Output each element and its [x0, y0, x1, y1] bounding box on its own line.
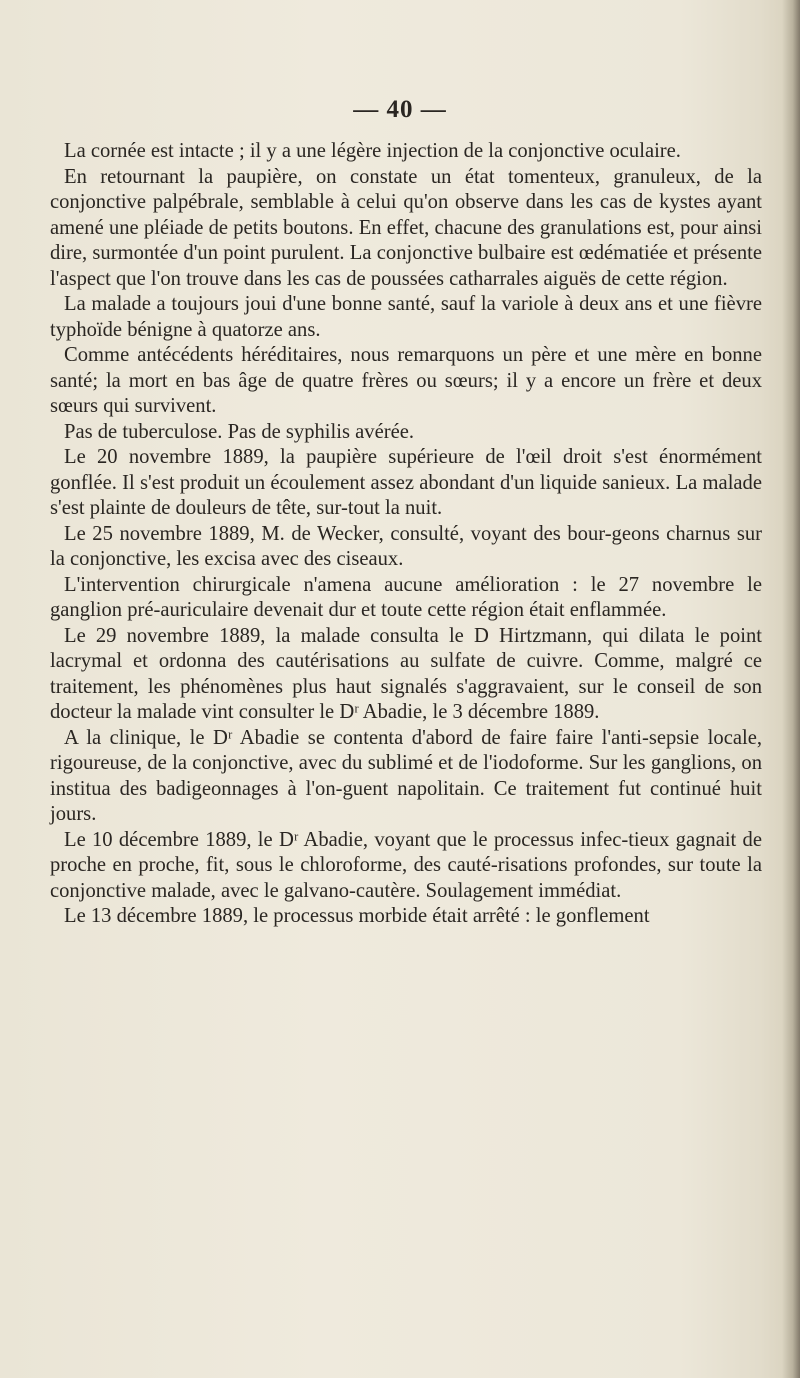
- page-edge-shadow: [782, 0, 800, 1378]
- paragraph-dec-13: Le 13 décembre 1889, le processus morbide était arrêté : le gonflement: [64, 905, 650, 927]
- paragraph-eyelid-exam: En retournant la paupière, on constate un état tomenteux, granuleux, de la conjonctive palpébrale, semblable à celui qu'on observe dans les cas de kystes ayant amené une pléiade de petits boutons. En effet, chacune des granulations est, pour ainsi dire, surmontée d'un point purulent. La conjonctive bulbaire est œdématiée et présente l'aspect que l'on trouve dans les cas de poussées catharrales aiguës de cette région.: [50, 165, 762, 290]
- page-number: — 40 —: [353, 96, 447, 123]
- paragraph-clinic: A la clinique, le Dʳ Abadie se contenta d'abord de faire faire l'anti-sepsie locale, rigoureuse, de la conjonctive, avec du sublimé et de l'iodoforme. Sur les ganglions, on institua des badigeonnages à l'on-guent napolitain. Ce traitement fut continué huit jours.: [50, 726, 762, 825]
- paragraph-hereditary: Comme antécédents héréditaires, nous remarquons un père et une mère en bonne santé; la mort en bas âge de quatre frères ou sœurs; il y a encore un frère et deux sœurs qui survivent.: [50, 344, 762, 417]
- paragraph-health-history: La malade a toujours joui d'une bonne santé, sauf la variole à deux ans et une fièvre typhoïde bénigne à quatorze ans.: [50, 293, 762, 341]
- body-text: [50, 139, 762, 930]
- paragraph-dec-10: Le 10 décembre 1889, le Dʳ Abadie, voyant que le processus infec-tieux gagnait de proche en proche, fit, sous le chloroforme, des cauté-risations profondes, sur toute la conjonctive malade, avec le galvano-cautère. Soulagement immédiat.: [50, 828, 762, 902]
- paragraph-no-tuberculosis: Pas de tuberculose. Pas de syphilis avérée.: [64, 420, 415, 443]
- paragraph-nov-29: Le 29 novembre 1889, la malade consulta le D Hirtzmann, qui dilata le point lacrymal et ordonna des cautérisations au sulfate de cuivre. Comme, malgré ce traitement, les phénomènes plus haut signalés s'aggravaient, sur le conseil de son docteur la malade vint consulter le Dʳ Abadie, le 3 décembre 1889.: [50, 624, 762, 723]
- paragraph-nov-20: Le 20 novembre 1889, la paupière supérieure de l'œil droit s'est énormément gonflée. Il s'est produit un écoulement assez abondant d'un liquide sanieux. La malade s'est plainte de douleurs de tête, sur-tout la nuit.: [50, 446, 762, 519]
- paragraph-nov-25: Le 25 novembre 1889, M. de Wecker, consulté, voyant des bour-geons charnus sur la conjonctive, les excisa avec des ciseaux.: [50, 522, 762, 570]
- paragraph-cornea: La cornée est intacte ; il y a une légère injection de la conjonctive oculaire.: [64, 140, 681, 162]
- paragraph-intervention: L'intervention chirurgicale n'amena aucune amélioration : le 27 novembre le ganglion pré-auriculaire devenait dur et toute cette région était enflammée.: [50, 573, 762, 621]
